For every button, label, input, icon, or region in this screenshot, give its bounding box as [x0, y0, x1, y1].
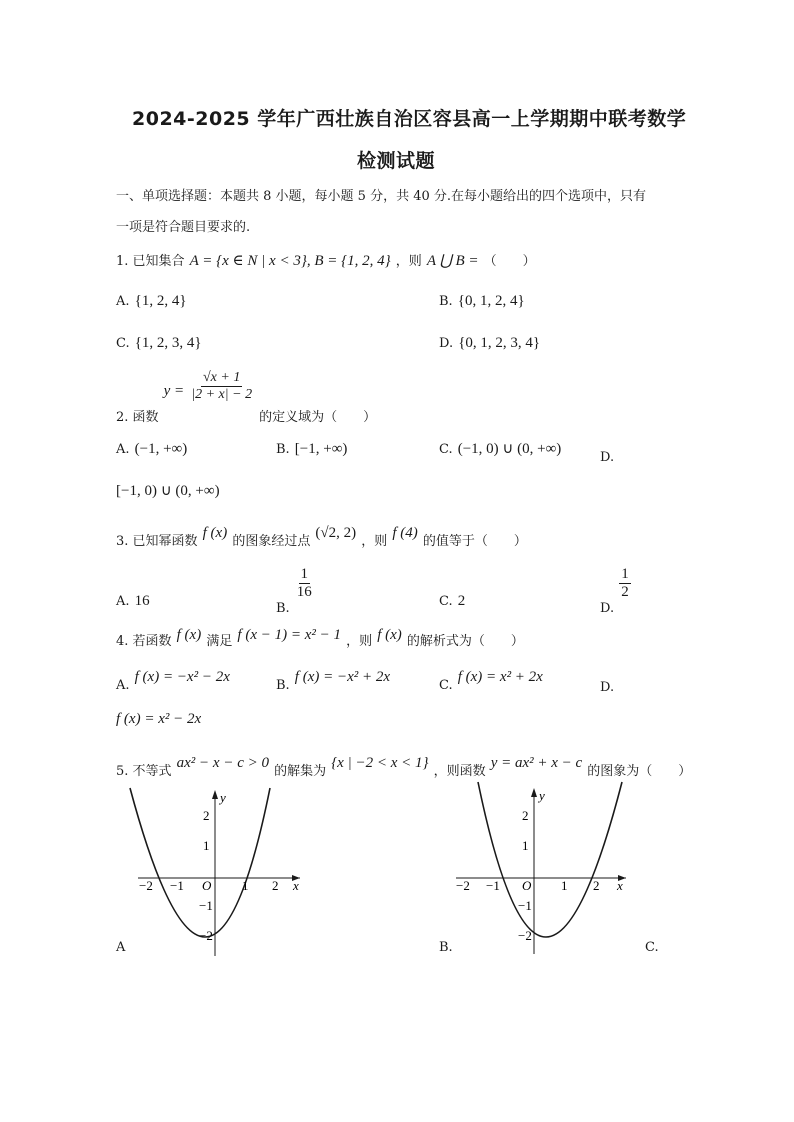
q5-text-2: ，则函数 [433, 764, 486, 779]
q3-b-fraction [295, 566, 314, 601]
option-value: {0, 1, 2, 3, 4} [458, 335, 541, 351]
option-label: A. [116, 294, 130, 309]
y-axis-label: y [539, 788, 545, 803]
q5-text-1: 的解集为 [274, 764, 327, 779]
option-label: D. [600, 680, 615, 695]
fraction-denominator: 16 [296, 584, 312, 600]
q1-mid-text: ，则 [395, 254, 422, 269]
option-label: D. [600, 450, 615, 465]
q3-option-d [600, 566, 631, 616]
origin-label: O [202, 878, 212, 893]
q2-option-d-label [600, 446, 614, 465]
option-label: A. [116, 594, 130, 609]
title-line-2: 检测试题 [357, 150, 436, 172]
q1-option-b [439, 290, 525, 310]
fraction-numerator: 1 [621, 566, 629, 582]
q4-number: 4. 若函数 [116, 634, 172, 649]
question-5 [116, 752, 692, 779]
q4-option-a [116, 666, 230, 693]
x-tick-label: 2 [593, 878, 600, 893]
option-label: D. [439, 336, 454, 351]
q4-condition: f (x − 1) = x² − 1 [237, 627, 342, 643]
option-value: [−1, 0) ∪ (0, +∞) [116, 483, 220, 499]
q4-text-2: ，则 [346, 634, 373, 649]
q1-option-a [116, 290, 187, 310]
q5-solution-set: {x | −2 < x < 1} [331, 755, 429, 771]
q3-d-fraction [619, 566, 631, 601]
y-tick-label: 1 [522, 838, 529, 853]
q2-number: 2. 函数 [116, 410, 159, 425]
option-label: B. [276, 442, 290, 457]
option-value: [−1, +∞) [294, 441, 348, 457]
section-instructions-1: 一、单项选择题：本题共 8 小题，每小题 5 分，共 40 分.在每小题给出的四个选项中，只有 [116, 189, 647, 204]
option-value: {1, 2, 3, 4} [134, 335, 202, 351]
x-tick-label: −1 [170, 878, 184, 893]
q4-text-1: 满足 [206, 634, 233, 649]
q3-option-c [439, 590, 465, 610]
q1-number: 1. 已知集合 [116, 254, 185, 269]
x-axis-label: x [293, 878, 299, 893]
q1-option-c [116, 332, 202, 352]
section-instructions-2: 一项是符合题目要求的. [116, 220, 251, 235]
option-value: (−1, +∞) [134, 441, 188, 457]
title-line-1: 2024-2025 学年广西壮族自治区容县高一上学期期中联考数学 [132, 108, 687, 130]
option-value: f (x) = x² − 2x [116, 711, 202, 727]
q5-option-a-label: A [116, 940, 126, 955]
option-value: 2 [457, 593, 466, 609]
y-tick-label: 1 [203, 838, 210, 853]
option-label: A. [116, 442, 130, 457]
q2-option-b [276, 438, 347, 458]
y-tick-label: −1 [518, 898, 532, 913]
question-2 [116, 370, 377, 425]
q4-option-c [439, 666, 543, 693]
q3-f: f (x) [202, 525, 228, 541]
q3-text-1: 的图象经过点 [232, 534, 311, 549]
option-value: f (x) = −x² − 2x [134, 669, 230, 685]
option-label: C. [439, 594, 453, 609]
q4-option-b [276, 666, 391, 693]
y-axis-label: y [220, 790, 226, 805]
option-value: f (x) = −x² + 2x [294, 669, 391, 685]
q4-f: f (x) [176, 627, 202, 643]
x-axis-label: x [617, 878, 623, 893]
q3-point: (√2, 2) [315, 525, 357, 541]
x-tick-label: 1 [561, 878, 568, 893]
fraction-denominator: 2 [621, 584, 629, 600]
x-tick-label: 1 [242, 878, 249, 893]
q4-f2: f (x) [377, 627, 402, 643]
x-tick-label: −2 [139, 878, 153, 893]
q5-text-3: 的图象为（ ） [587, 764, 692, 779]
q2-option-a [116, 438, 187, 458]
q2-y: y = [163, 383, 185, 399]
x-tick-label: −2 [456, 878, 470, 893]
q1-set-definition: A = {x ∈ N | x < 3}, B = {1, 2, 4} [189, 253, 391, 269]
q1-union: A ⋃ B = [426, 253, 479, 269]
q4-option-d [116, 708, 201, 728]
option-label: C. [116, 336, 130, 351]
q5-function: y = ax² + x − c [490, 755, 583, 771]
y-tick-label: −2 [199, 928, 213, 943]
q2-option-d [116, 480, 220, 500]
q3-text-2: ，则 [361, 534, 388, 549]
q5-graph-b [452, 780, 632, 956]
q3-text-3: 的值等于（ ） [422, 534, 527, 549]
q3-option-b [276, 566, 314, 616]
origin-label: O [522, 878, 532, 893]
option-label: D. [600, 601, 615, 616]
question-1 [116, 250, 536, 270]
q5-graph-a [128, 786, 308, 958]
y-tick-label: 2 [522, 808, 529, 823]
y-tick-label: 2 [203, 808, 210, 823]
q4-text-3: 的解析式为（ ） [406, 634, 524, 649]
option-label: A. [116, 678, 130, 693]
q2-fraction [189, 370, 254, 403]
option-label: C. [439, 442, 453, 457]
question-3 [116, 522, 527, 549]
option-value: {0, 1, 2, 4} [457, 293, 525, 309]
q2-denominator: |2 + x| − 2 [191, 387, 253, 402]
q5-number: 5. 不等式 [116, 764, 172, 779]
question-4 [116, 624, 524, 649]
q5-inequality: ax² − x − c > 0 [176, 755, 269, 771]
q2-numerator: √x + 1 [202, 370, 241, 385]
option-label: B. [276, 678, 290, 693]
y-tick-label: −1 [199, 898, 213, 913]
option-label: B. [439, 294, 453, 309]
x-tick-label: 2 [272, 878, 279, 893]
option-value: f (x) = x² + 2x [457, 669, 543, 685]
q2-option-c [439, 438, 561, 458]
option-label: B. [276, 601, 290, 616]
q5-option-c-label: C. [645, 940, 659, 955]
q3-number: 3. 已知幂函数 [116, 534, 198, 549]
option-value: {1, 2, 4} [134, 293, 187, 309]
option-label: C. [439, 678, 453, 693]
q3-f4: f (4) [392, 525, 418, 541]
y-tick-label: −2 [518, 928, 532, 943]
q4-option-d-label [600, 676, 614, 695]
x-tick-label: −1 [486, 878, 500, 893]
option-value: (−1, 0) ∪ (0, +∞) [457, 441, 562, 457]
q1-option-d [439, 332, 540, 352]
fraction-numerator: 1 [300, 566, 309, 582]
q5-option-b-label: B. [439, 940, 453, 955]
q3-option-a [116, 590, 150, 610]
option-value: 16 [134, 593, 150, 609]
q2-tail: 的定义域为（ ） [259, 410, 377, 425]
q1-answer-paren: （ ） [483, 254, 536, 269]
